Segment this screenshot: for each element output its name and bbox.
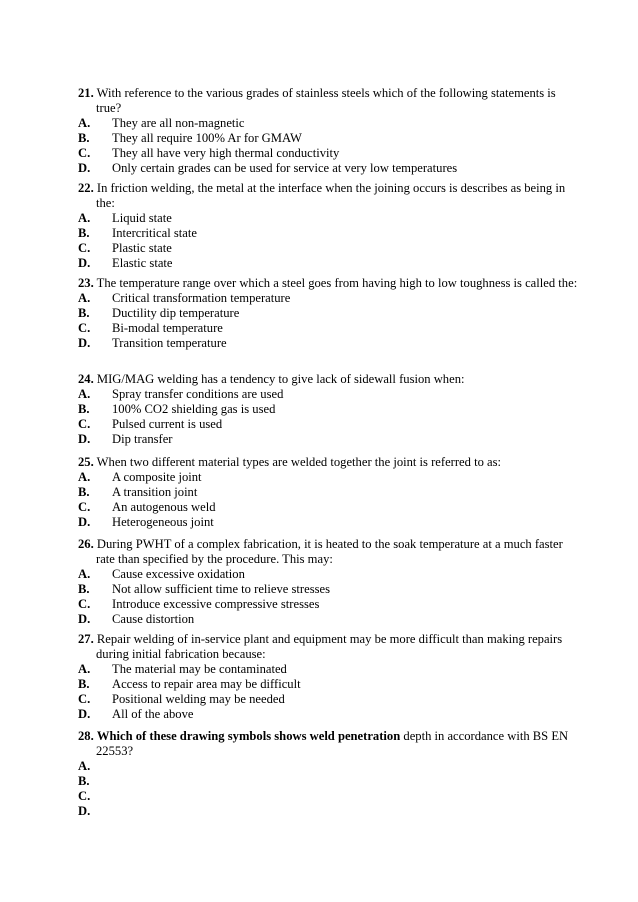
question-stem bbox=[78, 455, 578, 470]
option-letter: B. bbox=[78, 226, 90, 240]
option-letter: B. bbox=[78, 677, 90, 691]
option-letter: A. bbox=[78, 387, 91, 401]
question-21 bbox=[78, 86, 578, 176]
question-text: During PWHT of a complex fabrication, it is heated to the soak temperature at a much faster rate than specified by the procedure. This may: bbox=[96, 537, 563, 566]
option-letter: A. bbox=[78, 759, 91, 773]
option-text: Cause excessive oxidation bbox=[112, 567, 245, 581]
question-number: 24. bbox=[78, 372, 94, 386]
option-text: Only certain grades can be used for service at very low temperatures bbox=[112, 161, 458, 175]
option-b bbox=[78, 226, 578, 241]
option-text: Pulsed current is used bbox=[112, 417, 223, 431]
question-stem bbox=[78, 86, 578, 116]
question-stem bbox=[78, 632, 578, 662]
option-d bbox=[78, 256, 578, 271]
option-letter: B. bbox=[78, 306, 90, 320]
option-text: Cause distortion bbox=[112, 612, 195, 626]
option-c bbox=[78, 146, 578, 161]
option-c bbox=[78, 500, 578, 515]
option-letter: D. bbox=[78, 336, 91, 350]
option-a bbox=[78, 470, 578, 485]
question-text: Repair welding of in-service plant and equipment may be more difficult than making repairs during initial fabrication because: bbox=[96, 632, 563, 661]
question-number: 25. bbox=[78, 455, 94, 469]
option-letter: A. bbox=[78, 662, 91, 676]
question-number: 26. bbox=[78, 537, 94, 551]
option-text: Bi-modal temperature bbox=[112, 321, 223, 335]
question-number: 27. bbox=[78, 632, 94, 646]
option-text: Elastic state bbox=[112, 256, 173, 270]
option-letter: D. bbox=[78, 256, 91, 270]
option-letter: A. bbox=[78, 567, 91, 581]
question-stem bbox=[78, 537, 578, 567]
question-23 bbox=[78, 276, 578, 351]
question-text: MIG/MAG welding has a tendency to give lack of sidewall fusion when: bbox=[96, 372, 465, 386]
question-26 bbox=[78, 537, 578, 627]
question-28 bbox=[78, 729, 578, 819]
option-c bbox=[78, 692, 578, 707]
option-c bbox=[78, 321, 578, 336]
option-a bbox=[78, 567, 578, 582]
option-text: Intercritical state bbox=[112, 226, 197, 240]
question-text: When two different material types are welded together the joint is referred to as: bbox=[96, 455, 502, 469]
option-text: Positional welding may be needed bbox=[112, 692, 285, 706]
question-stem bbox=[78, 276, 578, 291]
option-c bbox=[78, 241, 578, 256]
option-text: An autogenous weld bbox=[112, 500, 216, 514]
question-number: 22. bbox=[78, 181, 94, 195]
option-text: Introduce excessive compressive stresses bbox=[112, 597, 320, 611]
option-c bbox=[78, 597, 578, 612]
option-d bbox=[78, 612, 578, 627]
option-b bbox=[78, 485, 578, 500]
question-text: With reference to the various grades of stainless steels which of the following statements is true? bbox=[96, 86, 556, 115]
option-d bbox=[78, 515, 578, 530]
option-text: Plastic state bbox=[112, 241, 172, 255]
option-text: A transition joint bbox=[112, 485, 198, 499]
option-text: Critical transformation temperature bbox=[112, 291, 291, 305]
option-d bbox=[78, 804, 578, 819]
option-b bbox=[78, 306, 578, 321]
option-text: 100% CO2 shielding gas is used bbox=[112, 402, 276, 416]
question-27 bbox=[78, 632, 578, 722]
option-letter: B. bbox=[78, 131, 90, 145]
option-a bbox=[78, 211, 578, 226]
question-25 bbox=[78, 455, 578, 530]
option-d bbox=[78, 336, 578, 351]
question-number: 21. bbox=[78, 86, 94, 100]
option-letter: A. bbox=[78, 116, 91, 130]
option-letter: C. bbox=[78, 789, 91, 803]
option-c bbox=[78, 789, 578, 804]
option-b bbox=[78, 582, 578, 597]
option-d bbox=[78, 161, 578, 176]
option-text: The material may be contaminated bbox=[112, 662, 287, 676]
option-a bbox=[78, 116, 578, 131]
option-letter: B. bbox=[78, 485, 90, 499]
option-letter: A. bbox=[78, 470, 91, 484]
option-text: They all require 100% Ar for GMAW bbox=[112, 131, 302, 145]
option-b bbox=[78, 774, 578, 789]
option-text: All of the above bbox=[112, 707, 194, 721]
question-stem bbox=[78, 181, 578, 211]
option-letter: C. bbox=[78, 321, 91, 335]
option-a bbox=[78, 662, 578, 677]
option-letter: C. bbox=[78, 146, 91, 160]
option-text: They are all non-magnetic bbox=[112, 116, 245, 130]
option-b bbox=[78, 677, 578, 692]
option-letter: D. bbox=[78, 804, 91, 818]
option-b bbox=[78, 131, 578, 146]
option-letter: D. bbox=[78, 161, 91, 175]
option-letter: D. bbox=[78, 515, 91, 529]
question-number: 28. bbox=[78, 729, 94, 743]
question-text: The temperature range over which a steel goes from having high to low toughness is called the: bbox=[96, 276, 578, 290]
question-text-bold: Which of these drawing symbols shows weld penetration bbox=[96, 729, 401, 743]
option-a bbox=[78, 291, 578, 306]
option-letter: C. bbox=[78, 500, 91, 514]
question-24 bbox=[78, 372, 578, 447]
option-letter: A. bbox=[78, 291, 91, 305]
option-b bbox=[78, 402, 578, 417]
option-text: Heterogeneous joint bbox=[112, 515, 214, 529]
question-stem bbox=[78, 729, 578, 759]
option-letter: C. bbox=[78, 417, 91, 431]
option-letter: D. bbox=[78, 707, 91, 721]
option-text: Dip transfer bbox=[112, 432, 173, 446]
option-letter: A. bbox=[78, 211, 91, 225]
option-text: Transition temperature bbox=[112, 336, 227, 350]
question-stem bbox=[78, 372, 578, 387]
option-text: Liquid state bbox=[112, 211, 172, 225]
option-d bbox=[78, 432, 578, 447]
option-letter: B. bbox=[78, 582, 90, 596]
option-letter: B. bbox=[78, 774, 90, 788]
option-text: Not allow sufficient time to relieve stresses bbox=[112, 582, 331, 596]
question-text: In friction welding, the metal at the interface when the joining occurs is describes as being in the: bbox=[96, 181, 566, 210]
option-letter: D. bbox=[78, 432, 91, 446]
option-letter: C. bbox=[78, 241, 91, 255]
option-text: Access to repair area may be difficult bbox=[112, 677, 301, 691]
option-text: Spray transfer conditions are used bbox=[112, 387, 284, 401]
option-letter: D. bbox=[78, 612, 91, 626]
question-22 bbox=[78, 181, 578, 271]
option-d bbox=[78, 707, 578, 722]
option-a bbox=[78, 759, 578, 774]
option-letter: B. bbox=[78, 402, 90, 416]
option-letter: C. bbox=[78, 597, 91, 611]
question-text: depth in accordance with BS EN 22553? bbox=[96, 729, 569, 758]
question-number: 23. bbox=[78, 276, 94, 290]
option-c bbox=[78, 417, 578, 432]
option-text: They all have very high thermal conductivity bbox=[112, 146, 340, 160]
option-a bbox=[78, 387, 578, 402]
option-text: Ductility dip temperature bbox=[112, 306, 240, 320]
option-text: A composite joint bbox=[112, 470, 202, 484]
option-letter: C. bbox=[78, 692, 91, 706]
